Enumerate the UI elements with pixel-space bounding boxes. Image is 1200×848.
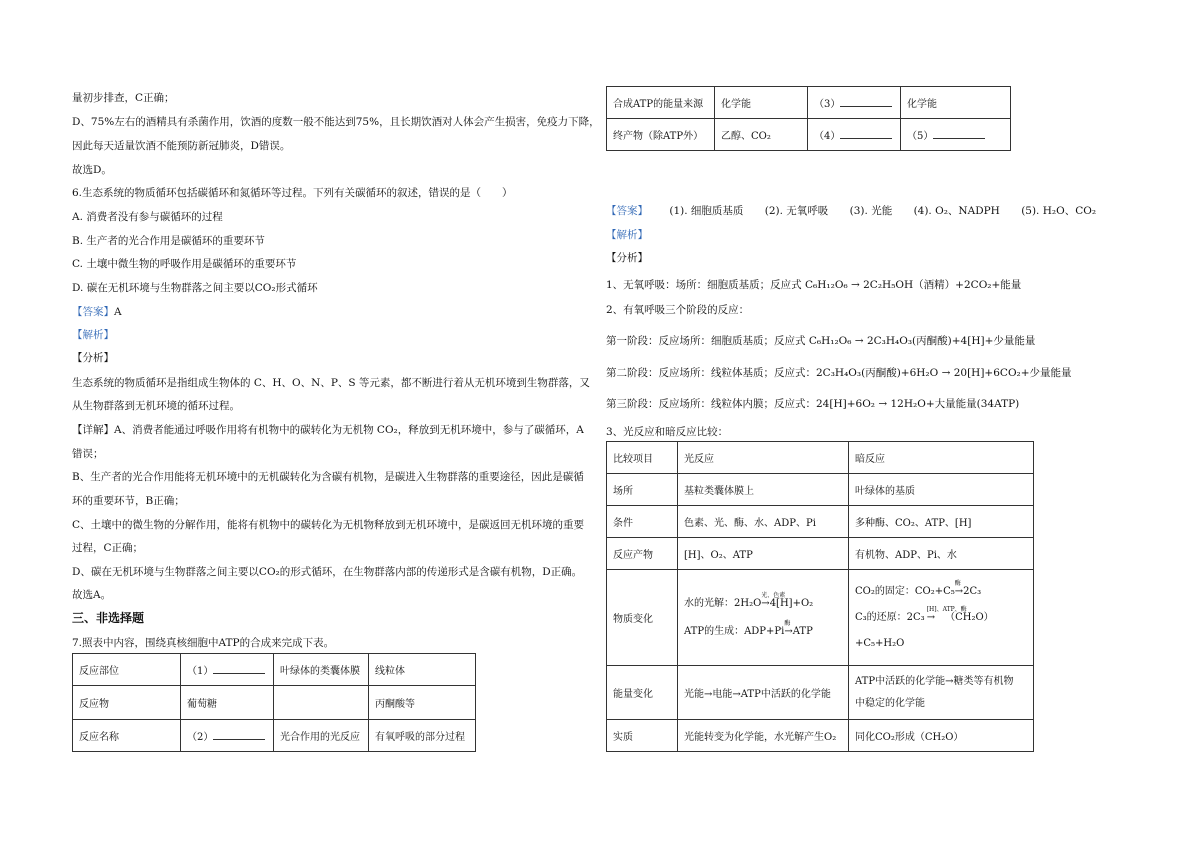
table-cell: 叶绿体的基质: [849, 474, 1034, 506]
table-cell: 光能转变为化学能，水光解产生O₂: [678, 720, 849, 752]
table-cell: [274, 686, 369, 720]
fill-blank: [213, 664, 265, 674]
table-cell: [808, 119, 901, 151]
cell-text: C₃的还原：2C₃: [855, 611, 925, 623]
table-cell: 化学能: [901, 87, 1011, 119]
table-row: [607, 119, 1011, 151]
table-cell: 反应物: [73, 686, 181, 720]
fenxi-tag: 【分析】: [606, 252, 648, 264]
text-line: 从生物群落到无机环境的循环过程。: [72, 400, 240, 412]
text-line: 生态系统的物质循环是指组成生物体的 C、H、O、N、P、S 等元素，都不断进行着从无机环境到生物群落，又: [72, 377, 590, 389]
option-a: A. 消费者没有参与碳循环的过程: [72, 211, 223, 223]
text-line: 故选A。: [72, 589, 112, 601]
text-line: 因此每天适量饮酒不能预防新冠肺炎，D错误。: [72, 140, 291, 152]
table-cell: 乙醇、CO₂: [715, 119, 808, 151]
cell-text: 2C₃: [963, 585, 982, 597]
cell-text: （4）: [814, 131, 841, 142]
answer-item: (4). O₂、NADPH: [913, 205, 1000, 217]
table-cell: 反应名称: [73, 720, 181, 752]
table-cell: 基粒类囊体膜上: [678, 474, 849, 506]
table-cell: [849, 666, 1034, 720]
table-cell: 场所: [607, 474, 678, 506]
table-cell: [181, 654, 274, 686]
answer-tag: 【答案】: [606, 205, 648, 217]
table-row: [607, 442, 1034, 474]
arrow-label: 酶: [954, 579, 961, 587]
text-line: 2、有氧呼吸三个阶段的反应：: [606, 304, 750, 316]
reaction-arrow: [H]、ATP、酶 →: [927, 611, 935, 625]
section-title: 三、非选择题: [72, 611, 145, 625]
option-c: C. 土壤中微生物的呼吸作用是碳循环的重要环节: [72, 258, 297, 270]
text-line: D、碳在无机环境与生物群落之间主要以CO₂的形式循环，在生物群落内部的传递形式是含碳有机物，D正确。: [72, 566, 583, 578]
text-line: D、75%左右的酒精具有杀菌作用，饮酒的度数一般不能达到75%，且长期饮酒对人体会产生损害，免疫力下降，: [72, 116, 600, 128]
table-row: [607, 538, 1034, 570]
answer-tag: 【答案】: [72, 306, 114, 318]
option-b: B. 生产者的光合作用是碳循环的重要环节: [72, 235, 265, 247]
table-cell: 葡萄糖: [181, 686, 274, 720]
table-row: [607, 506, 1034, 538]
answer-item: (5). H₂O、CO₂: [1021, 205, 1097, 217]
table-cell: 丙酮酸等: [369, 686, 476, 720]
answer-line: [606, 204, 1096, 218]
table-cell: 多种酶、CO₂、ATP、[H]: [849, 506, 1034, 538]
cell-text: 中稳定的化学能: [855, 697, 925, 709]
table-row: [607, 720, 1034, 752]
table-cell: [849, 570, 1034, 666]
table-row: [73, 720, 476, 752]
answer-line: [72, 305, 122, 319]
dark-reaction-change-1: [855, 579, 1027, 599]
table-cell: 叶绿体的类囊体膜: [274, 654, 369, 686]
text-line: 错误；: [72, 448, 104, 460]
table-cell: 暗反应: [849, 442, 1034, 474]
text-line: 故选D。: [72, 164, 112, 176]
arrow-label: 光、色素: [761, 591, 786, 599]
table-cell: 线粒体: [369, 654, 476, 686]
text-line: 环的重要环节，B正确；: [72, 495, 185, 507]
cell-text: （2）: [187, 732, 214, 743]
reaction-line: 第一阶段：反应场所：细胞质基质；反应式 C₆H₁₂O₆ → 2C₃H₄O₃(丙酮酸)+4[H]+少量能量: [606, 335, 1036, 347]
table-row: [607, 570, 1034, 666]
fenxi-tag: 【分析】: [72, 352, 114, 364]
table-row: [607, 474, 1034, 506]
answer-item: (1). 细胞质基质: [669, 205, 744, 217]
table-cell: 能量变化: [607, 666, 678, 720]
reaction-line: 第二阶段：反应场所：线粒体基质；反应式：2C₃H₄O₃(丙酮酸)+6H₂O → 20[H]+6CO₂+少量能量: [606, 367, 1072, 379]
fill-blank: [840, 129, 892, 139]
table-cell: 比较项目: [607, 442, 678, 474]
cell-text: ATP中活跃的化学能→糖类等有机物: [855, 675, 1014, 687]
table-row: [607, 666, 1034, 720]
dark-reaction-change-3: +C₅+H₂O: [855, 637, 905, 649]
table-cell: 物质变化: [607, 570, 678, 666]
reaction-arrow: 光、色素 →: [761, 597, 769, 611]
table-cell: [H]、O₂、ATP: [678, 538, 849, 570]
reaction-line: 第三阶段：反应场所：线粒体内膜；反应式：24[H]+6O₂ → 12H₂O+大量能量(34ATP): [606, 398, 1020, 410]
cell-text: ATP的生成：ADP+Pi: [684, 625, 785, 637]
arrow-label: 酶: [784, 619, 791, 627]
table-cell: 实质: [607, 720, 678, 752]
table-cell: 有机物、ADP、Pi、水: [849, 538, 1034, 570]
table-row: [607, 87, 1011, 119]
cell-text: （5）: [907, 131, 934, 142]
analysis-tag: 【解析】: [606, 229, 648, 241]
analysis-tag: 【解析】: [72, 329, 114, 341]
cell-text: （1）: [187, 666, 214, 677]
table-cell: 化学能: [715, 87, 808, 119]
text-line: 过程，C正确；: [72, 542, 144, 554]
table-cell: 合成ATP的能量来源: [607, 87, 715, 119]
table-row: [73, 686, 476, 720]
fill-blank: [840, 97, 892, 107]
table-cell: [808, 87, 901, 119]
light-reaction-change-1: [684, 591, 842, 611]
fill-blank: [213, 730, 265, 740]
table-row: [73, 654, 476, 686]
text-line: 量初步排查，C正确；: [72, 92, 175, 104]
question-7: 7.照表中内容，围绕真核细胞中ATP的合成来完成下表。: [72, 637, 335, 649]
cell-text: ATP: [792, 625, 813, 637]
table-cell: 终产物（除ATP外）: [607, 119, 715, 151]
table-cell: [901, 119, 1011, 151]
light-dark-comparison-table: [606, 441, 1034, 752]
text-line: B、生产者的光合作用能将无机环境中的无机碳转化为含碳有机物，是碳进入生物群落的重要途径，因此是碳循: [72, 471, 584, 483]
reaction-arrow: 酶 →: [784, 625, 792, 639]
text-line: 3、光反应和暗反应比较：: [606, 426, 729, 438]
answer-item: (2). 无氧呼吸: [764, 205, 829, 217]
table-cell: [678, 570, 849, 666]
atp-table-part2: [606, 86, 1011, 151]
table-cell: 反应部位: [73, 654, 181, 686]
question-6: 6.生态系统的物质循环包括碳循环和氮循环等过程。下列有关碳循环的叙述，错误的是（ ）: [72, 187, 513, 199]
answer-item: (3). 光能: [849, 205, 893, 217]
arrow-label: [H]、ATP、酶: [926, 605, 967, 613]
option-d: D. 碳在无机环境与生物群落之间主要以CO₂形式循环: [72, 282, 318, 294]
table-cell: 有氧呼吸的部分过程: [369, 720, 476, 752]
light-reaction-change-2: [684, 619, 842, 639]
text-line: 【详解】A、消费者能通过呼吸作用将有机物中的碳转化为无机物 CO₂，释放到无机环境中，参与了碳循环，A: [72, 424, 584, 436]
text-line: C、土壤中的微生物的分解作用，能将有机物中的碳转化为无机物释放到无机环境中，是碳返回无机环境的重要: [72, 519, 585, 531]
cell-text: 4[H]+O₂: [769, 597, 814, 609]
cell-text: （3）: [814, 99, 841, 110]
table-cell: 条件: [607, 506, 678, 538]
cell-text: CO₂的固定：CO₂+C₅: [855, 585, 955, 597]
table-cell: 光反应: [678, 442, 849, 474]
table-cell: 光合作用的光反应: [274, 720, 369, 752]
atp-table-part1: [72, 653, 476, 752]
table-cell: 反应产物: [607, 538, 678, 570]
answer-value: A: [114, 306, 122, 318]
cell-text: （CH₂O）: [945, 611, 994, 623]
table-cell: 光能→电能→ATP中活跃的化学能: [678, 666, 849, 720]
table-cell: [181, 720, 274, 752]
fill-blank: [933, 129, 985, 139]
table-cell: 色素、光、酶、水、ADP、Pi: [678, 506, 849, 538]
reaction-arrow: 酶 →: [955, 585, 963, 599]
reaction-line: 1、无氧呼吸：场所：细胞质基质；反应式 C₆H₁₂O₆ → 2C₂H₅OH（酒精）+2CO₂+能量: [606, 279, 1022, 291]
table-cell: 同化CO₂形成（CH₂O）: [849, 720, 1034, 752]
dark-reaction-change-2: [855, 605, 1027, 625]
cell-text: 水的光解：2H₂O: [684, 597, 762, 609]
